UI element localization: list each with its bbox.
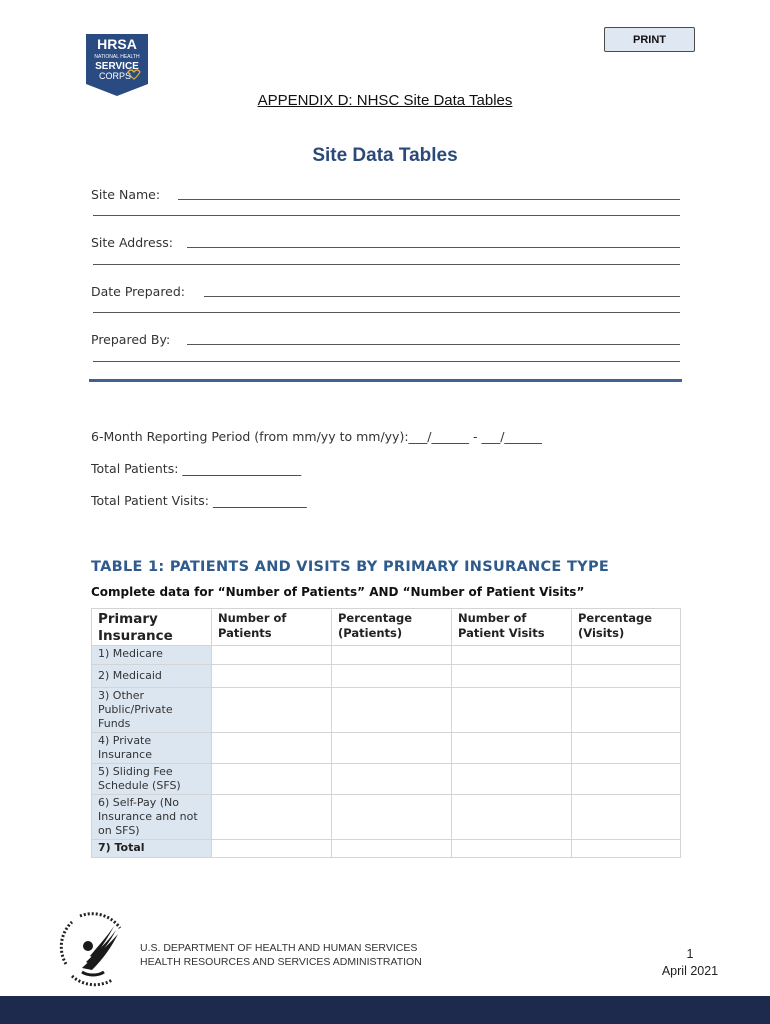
cell-input[interactable] (452, 646, 572, 665)
svg-text:NATIONAL HEALTH: NATIONAL HEALTH (94, 54, 140, 60)
date-prepared-field[interactable] (204, 296, 680, 297)
page-number: 1 (686, 947, 694, 961)
row-label: 3) Other Public/Private Funds (92, 688, 212, 733)
cell-input[interactable] (452, 764, 572, 795)
table-row (92, 665, 681, 688)
footer-agency-line2: HEALTH RESOURCES AND SERVICES ADMINISTRATION (140, 956, 422, 968)
cell-input[interactable] (212, 764, 332, 795)
header-number-of-patients: Number of Patients (212, 609, 332, 646)
prepared-by-field-line2[interactable] (93, 361, 680, 362)
header-percentage-patients: Percentage (Patients) (332, 609, 452, 646)
table-row (92, 795, 681, 840)
table-row-total (92, 840, 681, 858)
site-address-label: Site Address: (91, 235, 173, 250)
row-label: 1) Medicare (92, 646, 212, 665)
table1-subtitle: Complete data for “Number of Patients” AND “Number of Patient Visits” (91, 585, 585, 599)
row-label: 5) Sliding Fee Schedule (SFS) (92, 764, 212, 795)
prepared-by-label: Prepared By: (91, 332, 171, 347)
cell-input[interactable] (332, 795, 452, 840)
cell-input[interactable] (572, 840, 681, 858)
table-row (92, 764, 681, 795)
site-address-field[interactable] (187, 247, 680, 248)
cell-input[interactable] (572, 665, 681, 688)
cell-input[interactable] (332, 764, 452, 795)
cell-input[interactable] (212, 733, 332, 764)
cell-input[interactable] (212, 688, 332, 733)
cell-input[interactable] (452, 795, 572, 840)
cell-input[interactable] (332, 646, 452, 665)
prepared-by-field[interactable] (187, 344, 680, 345)
row-label: 4) Private Insurance (92, 733, 212, 764)
total-patients-line[interactable]: Total Patients: ___________________ (91, 461, 302, 476)
cell-input[interactable] (332, 840, 452, 858)
svg-text:SERVICE: SERVICE (95, 61, 139, 72)
cell-input[interactable] (572, 795, 681, 840)
cell-input[interactable] (572, 688, 681, 733)
appendix-title: APPENDIX D: NHSC Site Data Tables (257, 92, 513, 109)
site-name-label: Site Name: (91, 187, 161, 202)
page-title: Site Data Tables (312, 145, 458, 166)
cell-input[interactable] (572, 646, 681, 665)
total-visits-line[interactable]: Total Patient Visits: _______________ (91, 493, 307, 508)
print-button[interactable]: PRINT (604, 27, 695, 52)
header-number-of-visits: Number of Patient Visits (452, 609, 572, 646)
table-row (92, 733, 681, 764)
cell-input[interactable] (212, 665, 332, 688)
site-name-field[interactable] (178, 199, 680, 200)
svg-text:HRSA: HRSA (97, 36, 137, 52)
cell-input[interactable] (332, 733, 452, 764)
cell-input[interactable] (212, 646, 332, 665)
table-row (92, 688, 681, 733)
cell-input[interactable] (572, 733, 681, 764)
table-header-row (92, 609, 681, 646)
date-prepared-label: Date Prepared: (91, 284, 186, 299)
row-label: 6) Self-Pay (No Insurance and not on SFS) (92, 795, 212, 840)
header-percentage-visits: Percentage (Visits) (572, 609, 681, 646)
footer-bar (0, 996, 770, 1024)
header-primary-insurance: Primary Insurance (92, 609, 212, 646)
row-label-total: 7) Total (92, 840, 212, 858)
cell-input[interactable] (212, 840, 332, 858)
insurance-table (91, 608, 681, 858)
row-label: 2) Medicaid (92, 665, 212, 688)
cell-input[interactable] (452, 840, 572, 858)
reporting-period-line[interactable]: 6-Month Reporting Period (from mm/yy to mm/yy):___/______ - ___/______ (91, 429, 542, 444)
page-date: April 2021 (661, 964, 719, 978)
cell-input[interactable] (572, 764, 681, 795)
hrsa-nhsc-logo (86, 34, 148, 96)
cell-input[interactable] (452, 733, 572, 764)
cell-input[interactable] (332, 688, 452, 733)
svg-text:CORPS: CORPS (98, 71, 132, 81)
site-address-field-line2[interactable] (93, 264, 680, 265)
footer-agency-line1: U.S. DEPARTMENT OF HEALTH AND HUMAN SERVICES (140, 942, 418, 954)
cell-input[interactable] (452, 688, 572, 733)
footer-agency (140, 941, 422, 969)
table1-title: TABLE 1: PATIENTS AND VISITS BY PRIMARY INSURANCE TYPE (91, 559, 610, 575)
section-divider (89, 379, 682, 382)
cell-input[interactable] (212, 795, 332, 840)
date-prepared-field-line2[interactable] (93, 312, 680, 313)
cell-input[interactable] (332, 665, 452, 688)
cell-input[interactable] (452, 665, 572, 688)
hhs-seal-icon (52, 906, 134, 988)
table-row (92, 646, 681, 665)
site-name-field-line2[interactable] (93, 215, 680, 216)
